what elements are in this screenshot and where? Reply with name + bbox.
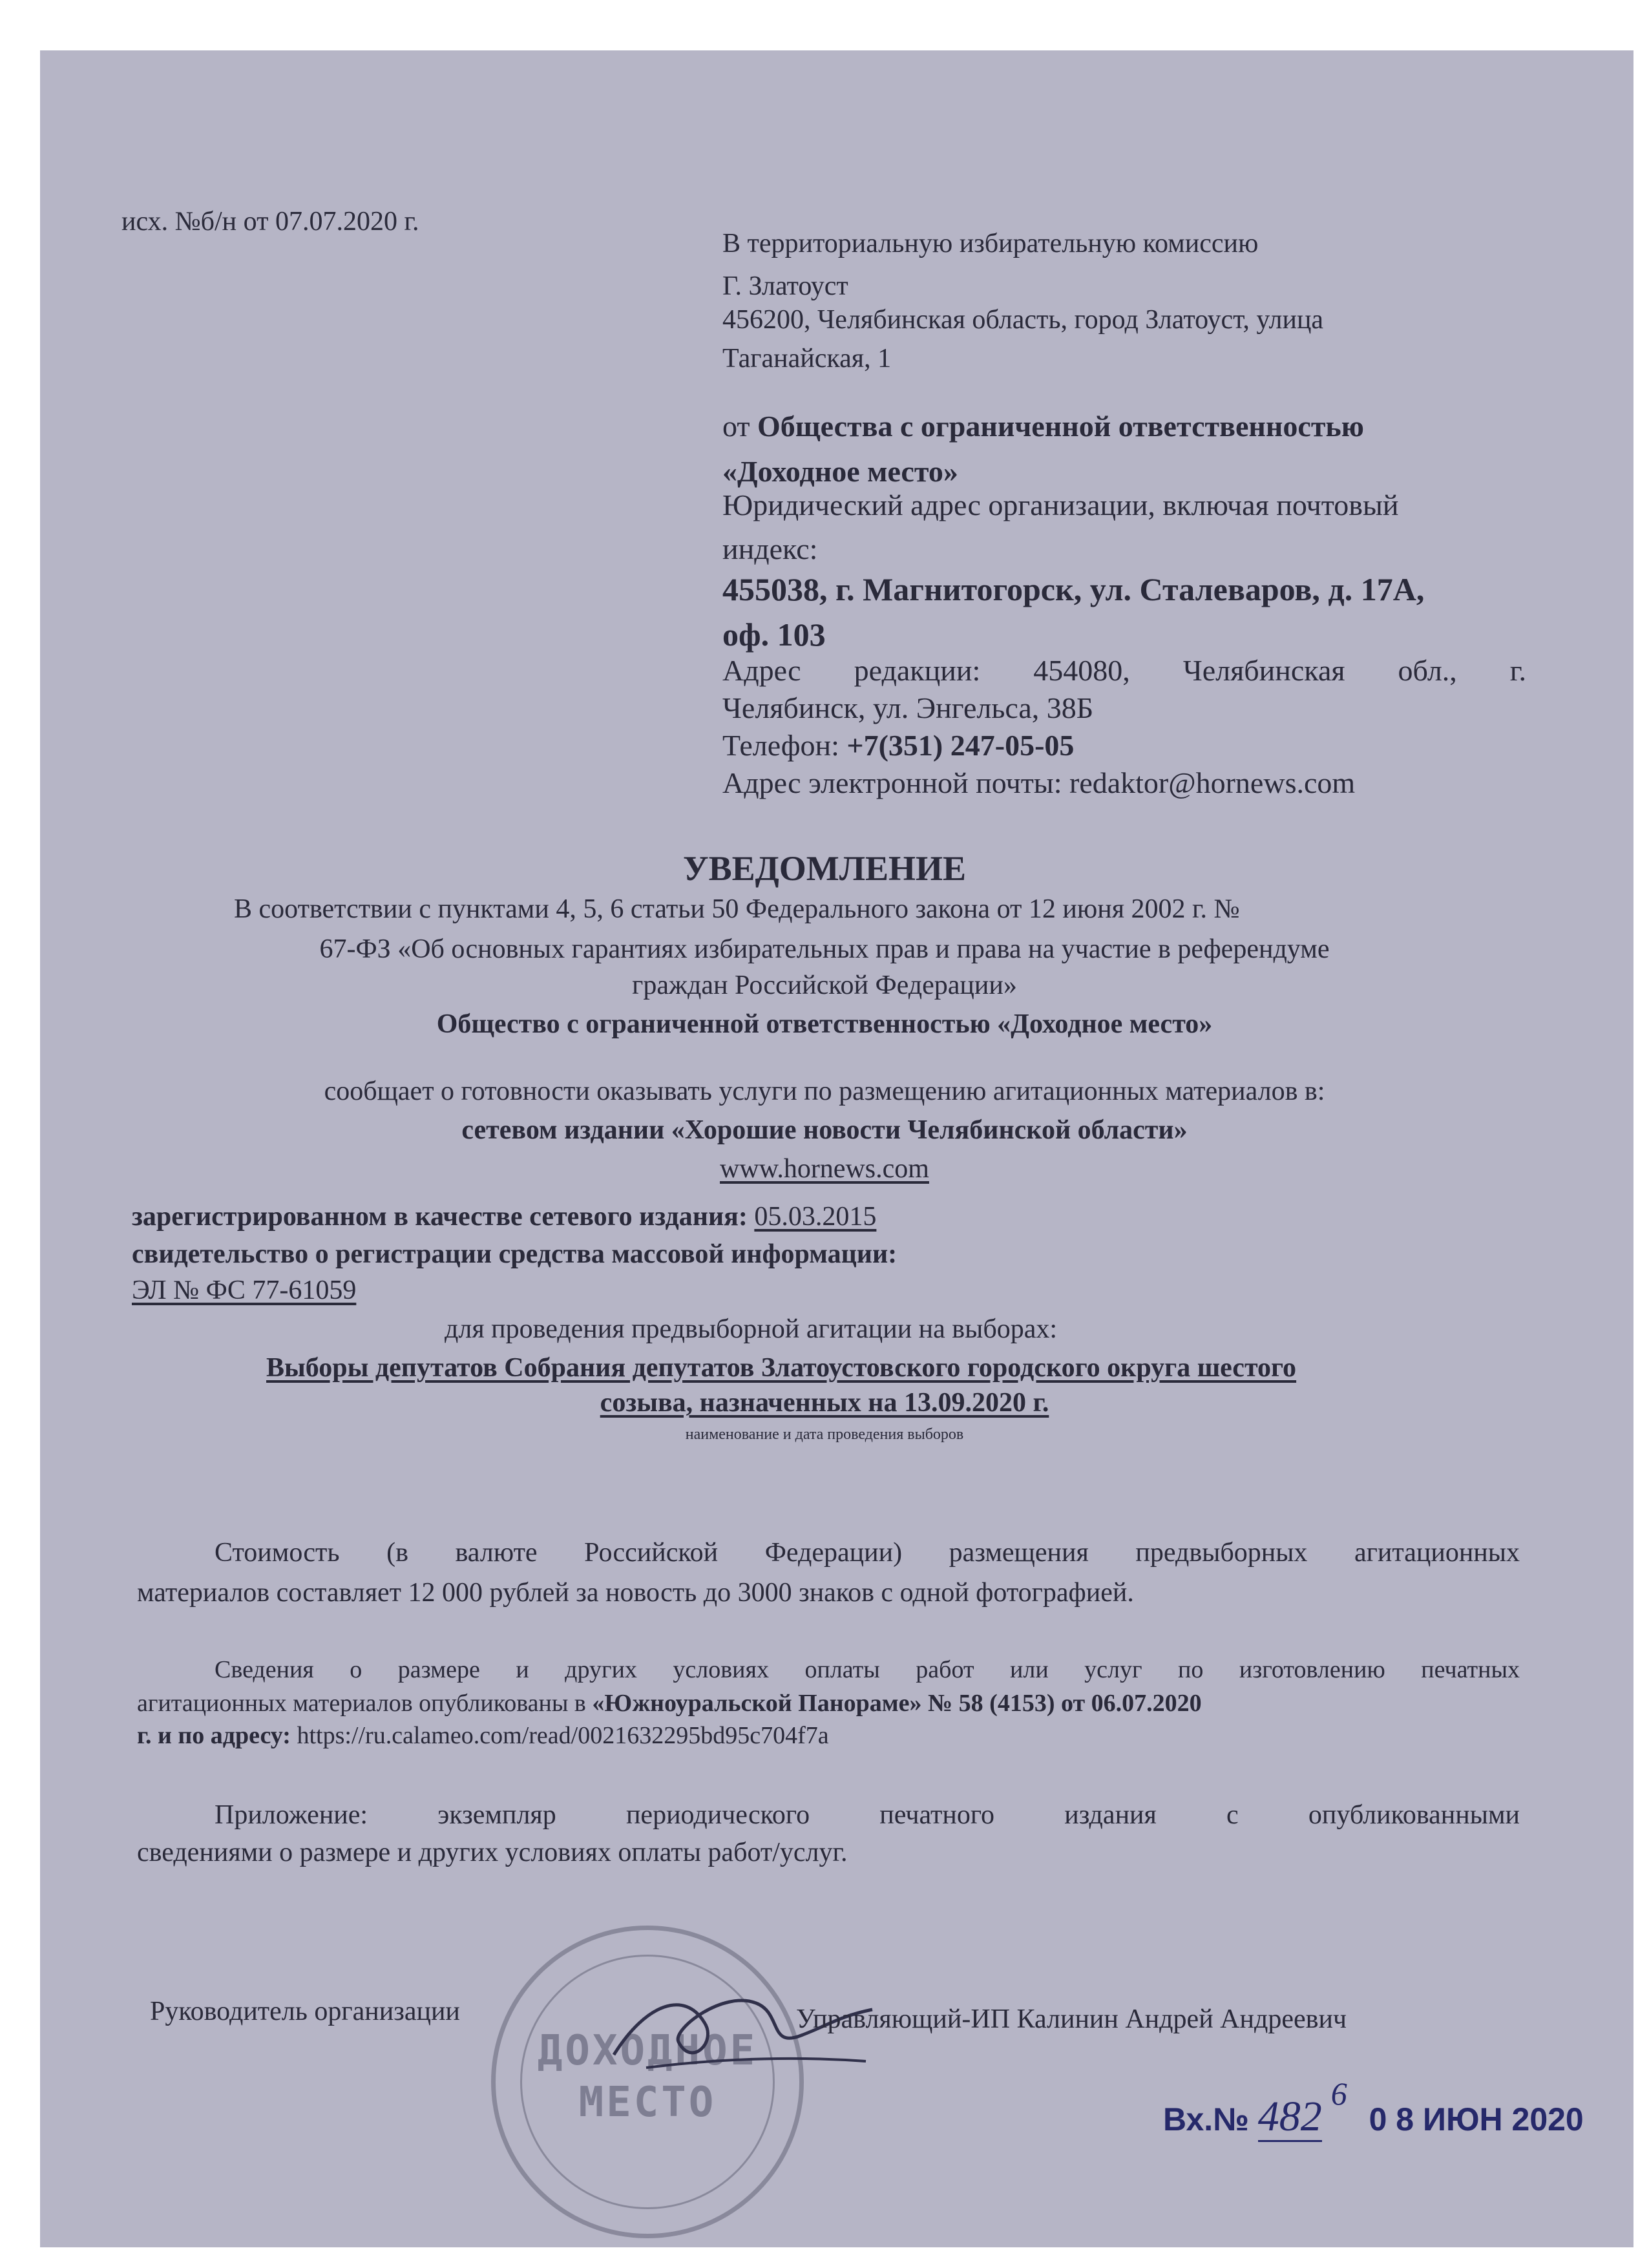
certificate-label: свидетельство о регистрации средства массовой информации: [132,1239,898,1269]
newspaper-reference: «Южноуральской Панораме» № 58 (4153) от 06.07.2020 [592,1690,1202,1717]
basis-line-2: 67-ФЗ «Об основных гарантиях избирательных прав и права на участие в референдуме [319,934,1330,964]
sender-org-line-2: «Доходное место» [722,455,958,488]
info-text-1: Сведения о размере и других условиях оплаты работ или услуг по изготовлению печатных [215,1656,1520,1683]
incoming-date: 0 8 ИЮН 2020 [1369,2101,1584,2137]
legal-address-line-2: оф. 103 [722,616,826,653]
legal-address-label-2: индекс: [722,532,818,565]
media-name: сетевом издании «Хорошие новости Челябинской области» [461,1115,1188,1145]
seal-text-line-2: МЕСТО [578,2079,717,2126]
cost-text-1: Стоимость (в валюте Российской Федерации) размещения предвыборных агитационных [215,1538,1520,1568]
recipient-line-3: 456200, Челябинская область, город Златоуст, улица [722,305,1324,335]
recipient-line-4: Таганайская, 1 [722,344,892,373]
scanned-page [40,50,1633,2247]
info-url: https://ru.calameo.com/read/0021632295bd95c704f7a [297,1722,829,1749]
election-line-1: Выборы депутатов Собрания депутатов Златоустовского городского округа шестого [266,1353,1297,1383]
recipient-line-1: В территориальную избирательную комиссию [722,229,1259,258]
reports-line: сообщает о готовности оказывать услуги по размещению агитационных материалов в: [324,1076,1325,1106]
legal-address-line-1: 455038, г. Магнитогорск, ул. Сталеваров, д. 17А, [722,571,1425,607]
info-address-label: г. и по адресу: [137,1722,291,1749]
phone-label: Телефон: [722,729,839,762]
incoming-label: Вх.№ [1163,2101,1249,2137]
org-name-line: Общество с ограниченной ответственностью «Доходное место» [436,1009,1213,1039]
info-text-2: агитационных материалов опубликованы в [137,1690,586,1717]
email-address: redaktor@hornews.com [1069,766,1356,799]
incoming-registration-stamp [1163,2075,1584,2141]
cost-line-1 [137,1537,1520,1569]
notice-title: УВЕДОМЛЕНИЕ [682,849,967,888]
basis-line-1: В соответствии с пунктами 4, 5, 6 статьи 50 Федерального закона от 12 июня 2002 г. № [234,894,1240,924]
signatory-position: Руководитель организации [150,1997,460,2026]
election-line-2: созыва, назначенных на 13.09.2020 г. [600,1388,1049,1418]
registered-date: 05.03.2015 [754,1202,877,1232]
info-line-3 [137,1721,829,1751]
editorial-address-line-1: Адрес редакции: 454080, Челябинская обл., г. [722,654,1526,687]
attachment-text-1: Приложение: экземпляр периодического печатного издания с опубликованными [215,1800,1520,1830]
election-caption: наименование и дата проведения выборов [685,1426,964,1443]
info-line-1 [137,1655,1520,1685]
attachment-line-1 [137,1799,1520,1831]
editorial-address-line-2: Челябинск, ул. Энгельса, 38Б [722,691,1094,724]
from-prefix: от [722,410,750,443]
email-label: Адрес электронной почты: [722,766,1062,799]
attachment-line-2: сведениями о размере и других условиях оплаты работ/услуг. [137,1838,848,1867]
outgoing-reference: исх. №б/н от 07.07.2020 г. [121,207,419,236]
seal-text-line-1: ДОХОДНОЕ [537,2027,758,2075]
sender-org-line-1 [722,408,1364,444]
phone-number: +7(351) 247-05-05 [846,729,1075,762]
legal-address-label-1: Юридический адрес организации, включая почтовый [722,488,1399,521]
email-line [722,765,1355,801]
incoming-number: 482 [1258,2093,1322,2142]
recipient-line-2: Г. Златоуст [722,271,848,301]
phone-line [722,728,1074,763]
purpose-line: для проведения предвыборной агитации на выборах: [445,1314,1058,1344]
website-link: www.hornews.com [720,1154,929,1184]
sender-org-name: Общества с ограниченной ответственностью [757,410,1364,443]
registered-line [132,1201,876,1233]
incoming-suffix: 6 [1330,2075,1347,2112]
cost-line-2: материалов составляет 12 000 рублей за новость до 3000 знаков с одной фотографией. [137,1578,1134,1608]
registered-label: зарегистрированном в качестве сетевого издания: [132,1202,748,1232]
basis-line-3: граждан Российской Федерации» [632,971,1017,1000]
info-line-2 [137,1689,1202,1719]
certificate-number: ЭЛ № ФС 77-61059 [132,1276,357,1305]
signatory-name: Управляющий-ИП Калинин Андрей Андреевич [796,2004,1347,2034]
